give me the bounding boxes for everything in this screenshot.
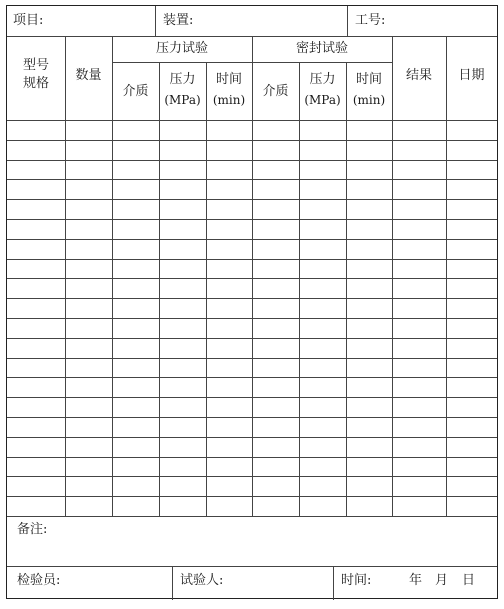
inspector-label: 检验员: bbox=[17, 573, 61, 588]
model-spec-header-line1: 型号 bbox=[22, 58, 49, 73]
pressure-test-header: 压力试验 bbox=[155, 41, 208, 56]
date-header: 日期 bbox=[458, 68, 485, 83]
pressure-time-unit: (min) bbox=[212, 93, 246, 107]
seal-pressure-unit: (MPa) bbox=[304, 93, 341, 107]
time-label: 时间: bbox=[341, 573, 372, 588]
job-no-label: 工号: bbox=[355, 13, 386, 28]
header-row bbox=[7, 6, 497, 36]
project-label: 项目: bbox=[13, 13, 44, 28]
device-label: 装置: bbox=[163, 13, 194, 28]
day-label: 日 bbox=[462, 573, 476, 588]
pressure-medium-header: 介质 bbox=[122, 84, 149, 99]
remarks-label: 备注: bbox=[17, 522, 48, 537]
pressure-pressure-header: 压力 bbox=[169, 72, 196, 87]
seal-time-unit: (min) bbox=[352, 93, 386, 107]
test-record-form bbox=[6, 5, 498, 599]
model-spec-header-line2: 规格 bbox=[22, 76, 49, 91]
tester-label: 试验人: bbox=[180, 573, 224, 588]
quantity-header: 数量 bbox=[75, 68, 102, 83]
result-header: 结果 bbox=[405, 68, 432, 83]
year-label: 年 bbox=[409, 573, 423, 588]
seal-test-header: 密封试验 bbox=[295, 41, 348, 56]
seal-pressure-header: 压力 bbox=[309, 72, 336, 87]
pressure-pressure-unit: (MPa) bbox=[164, 93, 201, 107]
pressure-time-header: 时间 bbox=[215, 72, 242, 87]
month-label: 月 bbox=[435, 573, 449, 588]
seal-time-header: 时间 bbox=[355, 72, 382, 87]
seal-medium-header: 介质 bbox=[262, 84, 289, 99]
